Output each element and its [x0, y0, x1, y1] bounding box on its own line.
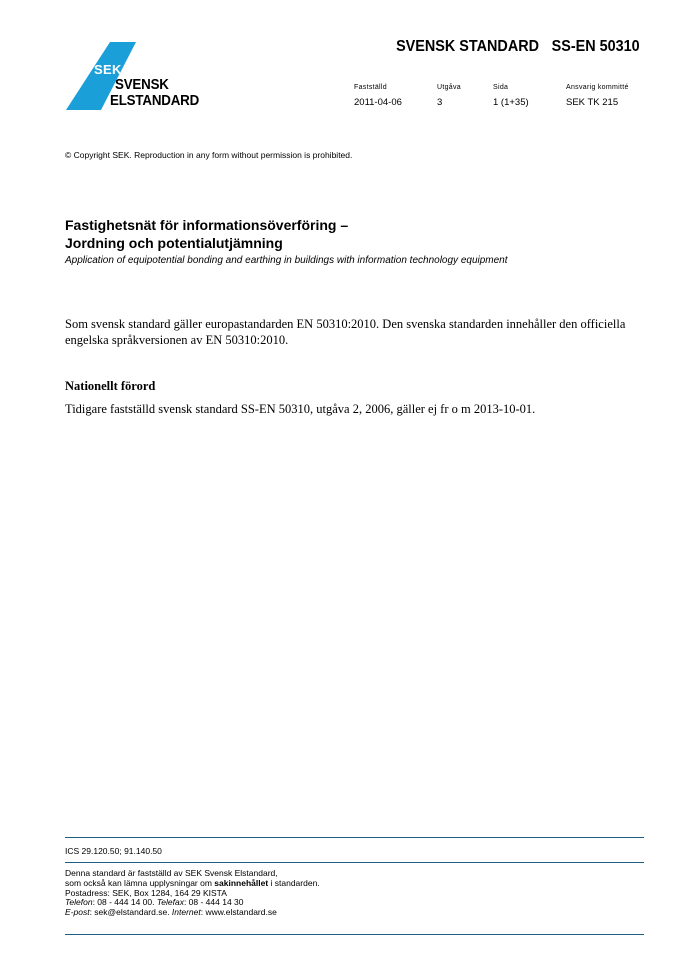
english-subtitle: Application of equipotential bonding and earthing in buildings with information technology equipment: [65, 255, 508, 266]
meta-value: 1 (1+35): [493, 97, 529, 108]
phone-label: Telefon: [65, 897, 93, 908]
title-line-2: Jordning och potentialutjämning: [65, 235, 283, 251]
footer-divider: [65, 934, 644, 935]
meta-kommitte: [566, 84, 629, 108]
meta-label: Ansvarig kommitté: [566, 84, 629, 91]
footer-text: som också kan lämna upplysningar om: [65, 877, 215, 888]
footer-divider: [65, 862, 644, 863]
standard-type: SVENSK STANDARD: [396, 38, 540, 55]
meta-label: Fastställd: [354, 84, 387, 91]
footer-divider: [65, 837, 644, 838]
logo-abbr: SEK: [94, 62, 122, 77]
meta-sida: [493, 84, 529, 108]
meta-fastställd: [354, 84, 402, 108]
meta-utgava: [437, 84, 461, 108]
footer-line: Denna standard är fastställd av SEK Svensk Elstandard,: [65, 868, 278, 878]
logo-line-2: ELSTANDARD: [110, 93, 200, 109]
fax-label: Telefax: [156, 897, 184, 908]
national-foreword-text: Tidigare fastställd svensk standard SS-EN 50310, utgåva 2, 2006, gäller ej fr o m 2013-10-01.: [65, 402, 536, 416]
copyright-notice: © Copyright SEK. Reproduction in any form without permission is prohibited.: [65, 150, 353, 160]
sek-logo: [66, 42, 206, 114]
footer-web-line: [65, 908, 320, 918]
meta-value: 3: [437, 97, 443, 108]
national-foreword-heading: Nationellt förord: [65, 379, 156, 393]
fax-value: : 08 - 444 14 30: [183, 897, 244, 908]
meta-value: 2011-04-06: [354, 97, 402, 108]
footer-contact: [65, 869, 320, 918]
footer-address: Postadress: SEK, Box 1284, 164 29 KISTA: [65, 887, 227, 898]
email-label: E-post: [65, 907, 90, 918]
standard-number: SS-EN 50310: [551, 38, 640, 55]
email-value: : sek@elstandard.se.: [89, 907, 172, 918]
meta-value: SEK TK 215: [566, 97, 619, 108]
footer-text: i standarden.: [268, 877, 320, 888]
ics-codes: ICS 29.120.50; 91.140.50: [65, 846, 162, 856]
web-value: : www.elstandard.se: [200, 907, 277, 918]
phone-value: : 08 - 444 14 00.: [92, 897, 157, 908]
title-line-1: Fastighetsnät för informationsöverföring –: [65, 217, 349, 233]
standard-heading: [396, 38, 640, 56]
meta-label: Sida: [493, 84, 509, 91]
web-label: Internet: [171, 907, 201, 918]
meta-label: Utgåva: [437, 84, 461, 91]
footer-bold-text: sakinnehållet: [214, 877, 269, 888]
logo-line-1: SVENSK: [115, 77, 169, 93]
intro-paragraph: Som svensk standard gäller europastandarden EN 50310:2010. Den svenska standarden innehåller den officiella engelska språkversionen av EN 50310:2010.: [65, 317, 626, 347]
